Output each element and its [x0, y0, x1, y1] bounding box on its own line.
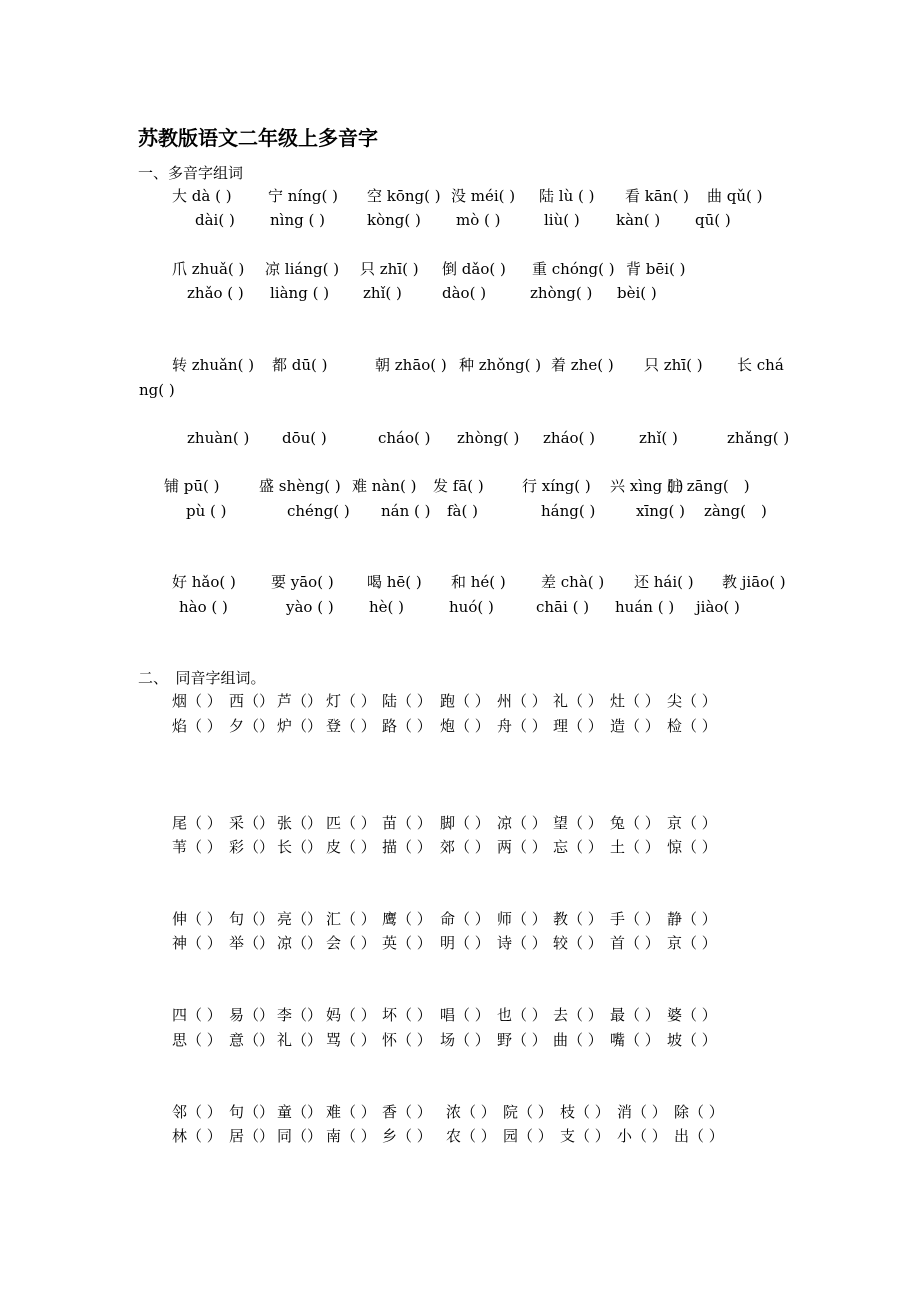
homophone-item: 陆（ ） — [382, 692, 432, 710]
homophone-item: 伸（ ） — [172, 910, 222, 928]
polyphone-item: 转 zhuǎn( ) — [172, 356, 255, 374]
homophone-item: 明（ ） — [440, 934, 490, 952]
homophone-item: 场（ ） — [440, 1031, 490, 1049]
polyphone-item: 好 hǎo( ) — [172, 573, 236, 591]
homophone-item: 彩（） — [229, 838, 275, 856]
polyphone-item: 看 kān( ) — [625, 187, 689, 205]
homophone-item: 鹰（ ） — [382, 910, 432, 928]
homophone-item: 思（ ） — [172, 1031, 222, 1049]
page-title: 苏教版语文二年级上多音字 — [138, 126, 378, 150]
homophone-item: 检（ ） — [667, 717, 717, 735]
polyphone-item: 还 hái( ) — [634, 573, 694, 591]
homophone-item: 汇（ ） — [326, 910, 376, 928]
homophone-item: 凉（） — [277, 934, 323, 952]
polyphone-item: jiào( ) — [696, 598, 740, 616]
polyphone-item: 都 dū( ) — [272, 356, 328, 374]
homophone-item: 望（ ） — [553, 814, 603, 832]
polyphone-item: 脏 zāng( ) — [667, 477, 750, 495]
homophone-item: 尾（ ） — [172, 814, 222, 832]
homophone-item: 李（） — [277, 1006, 323, 1024]
polyphone-item: 只 zhī( ) — [360, 260, 419, 278]
polyphone-item: qū( ) — [695, 211, 731, 229]
polyphone-item: zháo( ) — [543, 429, 596, 447]
homophone-item: 曲（ ） — [553, 1031, 603, 1049]
polyphone-item: 爪 zhuǎ( ) — [172, 260, 245, 278]
homophone-item: 嘴（ ） — [610, 1031, 660, 1049]
homophone-item: 也（ ） — [497, 1006, 547, 1024]
polyphone-item: 兴 xìng ( ) — [610, 477, 684, 495]
homophone-item: 皮（ ） — [326, 838, 376, 856]
homophone-item: 野（ ） — [497, 1031, 547, 1049]
homophone-item: 较（ ） — [553, 934, 603, 952]
homophone-item: 坏（ ） — [382, 1006, 432, 1024]
homophone-item: 邻（ ） — [172, 1103, 222, 1121]
polyphone-item: 陆 lù ( ) — [539, 187, 595, 205]
homophone-item: 长（） — [277, 838, 323, 856]
homophone-item: 居（） — [229, 1127, 275, 1145]
polyphone-item: 差 chà( ) — [541, 573, 605, 591]
polyphone-item: 重 chóng( ) — [532, 260, 615, 278]
polyphone-item: 教 jiāo( ) — [722, 573, 786, 591]
homophone-item: 难（ ） — [326, 1103, 376, 1121]
homophone-item: 园（ ） — [503, 1127, 553, 1145]
homophone-item: 教（ ） — [553, 910, 603, 928]
polyphone-item: hè( ) — [369, 598, 405, 616]
polyphone-item: 只 zhī( ) — [644, 356, 703, 374]
homophone-item: 易（） — [229, 1006, 275, 1024]
homophone-item: 诗（ ） — [497, 934, 547, 952]
polyphone-item: zhuàn( ) — [187, 429, 250, 447]
homophone-item: 骂（ ） — [326, 1031, 376, 1049]
homophone-item: 张（） — [277, 814, 323, 832]
homophone-item: 妈（ ） — [326, 1006, 376, 1024]
homophone-item: 焰（ ） — [172, 717, 222, 735]
polyphone-item: 朝 zhāo( ) — [375, 356, 447, 374]
polyphone-item: 背 bēi( ) — [626, 260, 686, 278]
homophone-item: 尖（ ） — [667, 692, 717, 710]
polyphone-item: zhǐ( ) — [639, 429, 678, 447]
homophone-item: 芦（） — [277, 692, 323, 710]
homophone-item: 土（ ） — [610, 838, 660, 856]
homophone-item: 婆（ ） — [667, 1006, 717, 1024]
polyphone-item: 空 kōng( ) — [367, 187, 441, 205]
polyphone-item: 倒 dǎo( ) — [442, 260, 506, 278]
polyphone-item: hào ( ) — [179, 598, 228, 616]
homophone-item: 郊（ ） — [440, 838, 490, 856]
homophone-item: 灶（ ） — [610, 692, 660, 710]
polyphone-item: 种 zhǒng( ) — [459, 356, 542, 374]
homophone-item: 两（ ） — [497, 838, 547, 856]
polyphone-item: 要 yāo( ) — [271, 573, 334, 591]
homophone-item: 手（ ） — [610, 910, 660, 928]
homophone-item: 去（ ） — [553, 1006, 603, 1024]
polyphone-item: nìng ( ) — [270, 211, 325, 229]
homophone-item: 消（ ） — [617, 1103, 667, 1121]
polyphone-item: chāi ( ) — [536, 598, 590, 616]
polyphone-item: fà( ) — [447, 502, 478, 520]
homophone-item: 州（ ） — [497, 692, 547, 710]
homophone-item: 南（ ） — [326, 1127, 376, 1145]
homophone-item: 炮（ ） — [440, 717, 490, 735]
polyphone-item: dài( ) — [195, 211, 235, 229]
polyphone-item: pù ( ) — [186, 502, 227, 520]
homophone-item: 兔（ ） — [610, 814, 660, 832]
polyphone-item: 发 fā( ) — [433, 477, 484, 495]
polyphone-item: zhǐ( ) — [363, 284, 402, 302]
homophone-item: 苇（ ） — [172, 838, 222, 856]
homophone-item: 唱（ ） — [440, 1006, 490, 1024]
polyphone-item: huán ( ) — [615, 598, 675, 616]
homophone-item: 凉（ ） — [497, 814, 547, 832]
homophone-item: 西（） — [229, 692, 275, 710]
homophone-item: 林（ ） — [172, 1127, 222, 1145]
polyphone-item: zhòng( ) — [530, 284, 593, 302]
homophone-item: 描（ ） — [382, 838, 432, 856]
homophone-item: 造（ ） — [610, 717, 660, 735]
section-2-heading: 二、 同音字组词。 — [138, 669, 266, 687]
homophone-item: 怀（ ） — [382, 1031, 432, 1049]
polyphone-item: 没 méi( ) — [451, 187, 516, 205]
polyphone-item: 大 dà ( ) — [172, 187, 232, 205]
polyphone-item: huó( ) — [449, 598, 494, 616]
polyphone-item: 行 xíng( ) — [522, 477, 591, 495]
polyphone-item: yào ( ) — [286, 598, 334, 616]
homophone-item: 句（） — [229, 910, 275, 928]
homophone-item: 脚（ ） — [440, 814, 490, 832]
polyphone-item: 着 zhe( ) — [551, 356, 614, 374]
polyphone-item: zhòng( ) — [457, 429, 520, 447]
homophone-item: 小（ ） — [617, 1127, 667, 1145]
homophone-item: 苗（ ） — [382, 814, 432, 832]
homophone-item: 首（ ） — [610, 934, 660, 952]
polyphone-item: 凉 liáng( ) — [265, 260, 340, 278]
homophone-item: 灯（ ） — [326, 692, 376, 710]
homophone-item: 礼（ ） — [553, 692, 603, 710]
homophone-item: 童（） — [277, 1103, 323, 1121]
polyphone-item: 宁 níng( ) — [268, 187, 338, 205]
polyphone-item: chéng( ) — [287, 502, 350, 520]
polyphone-item: xīng( ) — [636, 502, 685, 520]
homophone-item: 浓（ ） — [446, 1103, 496, 1121]
polyphone-item: 长 chá — [737, 356, 784, 374]
polyphone-item: zhǎo ( ) — [187, 284, 244, 302]
homophone-item: 院（ ） — [503, 1103, 553, 1121]
homophone-item: 乡（ ） — [382, 1127, 432, 1145]
polyphone-item: 盛 shèng( ) — [259, 477, 341, 495]
homophone-item: 炉（） — [277, 717, 323, 735]
polyphone-item: 难 nàn( ) — [352, 477, 417, 495]
homophone-item: 理（ ） — [553, 717, 603, 735]
polyphone-item: dào( ) — [442, 284, 487, 302]
homophone-item: 匹（ ） — [326, 814, 376, 832]
homophone-item: 登（ ） — [326, 717, 376, 735]
polyphone-item: ng( ) — [139, 381, 175, 399]
homophone-item: 最（ ） — [610, 1006, 660, 1024]
homophone-item: 英（ ） — [382, 934, 432, 952]
homophone-item: 支（ ） — [560, 1127, 610, 1145]
section-1-heading: 一、多音字组词 — [138, 164, 244, 182]
polyphone-item: cháo( ) — [378, 429, 431, 447]
polyphone-item: háng( ) — [541, 502, 596, 520]
polyphone-item: dōu( ) — [282, 429, 327, 447]
homophone-item: 惊（ ） — [667, 838, 717, 856]
polyphone-item: 和 hé( ) — [451, 573, 506, 591]
homophone-item: 礼（） — [277, 1031, 323, 1049]
homophone-item: 香（ ） — [382, 1103, 432, 1121]
polyphone-item: mò ( ) — [456, 211, 501, 229]
homophone-item: 亮（） — [277, 910, 323, 928]
polyphone-item: 喝 hē( ) — [367, 573, 422, 591]
homophone-item: 同（） — [277, 1127, 323, 1145]
homophone-item: 采（） — [229, 814, 275, 832]
homophone-item: 举（） — [229, 934, 275, 952]
homophone-item: 命（ ） — [440, 910, 490, 928]
homophone-item: 神（ ） — [172, 934, 222, 952]
homophone-item: 意（） — [229, 1031, 275, 1049]
homophone-item: 路（ ） — [382, 717, 432, 735]
homophone-item: 农（ ） — [446, 1127, 496, 1145]
homophone-item: 烟（ ） — [172, 692, 222, 710]
polyphone-item: liàng ( ) — [270, 284, 330, 302]
polyphone-item: bèi( ) — [617, 284, 657, 302]
homophone-item: 静（ ） — [667, 910, 717, 928]
homophone-item: 夕（） — [229, 717, 275, 735]
polyphone-item: kàn( ) — [616, 211, 661, 229]
homophone-item: 出（ ） — [674, 1127, 724, 1145]
homophone-item: 枝（ ） — [560, 1103, 610, 1121]
homophone-item: 句（） — [229, 1103, 275, 1121]
homophone-item: 会（ ） — [326, 934, 376, 952]
homophone-item: 跑（ ） — [440, 692, 490, 710]
polyphone-item: zàng( ) — [704, 502, 767, 520]
homophone-item: 坡（ ） — [667, 1031, 717, 1049]
polyphone-item: zhǎng( ) — [727, 429, 790, 447]
homophone-item: 忘（ ） — [553, 838, 603, 856]
homophone-item: 除（ ） — [674, 1103, 724, 1121]
polyphone-item: 曲 qǔ( ) — [707, 187, 763, 205]
polyphone-item: liù( ) — [544, 211, 580, 229]
homophone-item: 京（ ） — [667, 934, 717, 952]
polyphone-item: kòng( ) — [367, 211, 421, 229]
polyphone-item: nán ( ) — [381, 502, 431, 520]
homophone-item: 舟（ ） — [497, 717, 547, 735]
homophone-item: 京（ ） — [667, 814, 717, 832]
homophone-item: 四（ ） — [172, 1006, 222, 1024]
homophone-item: 师（ ） — [497, 910, 547, 928]
polyphone-item: 铺 pū( ) — [164, 477, 220, 495]
